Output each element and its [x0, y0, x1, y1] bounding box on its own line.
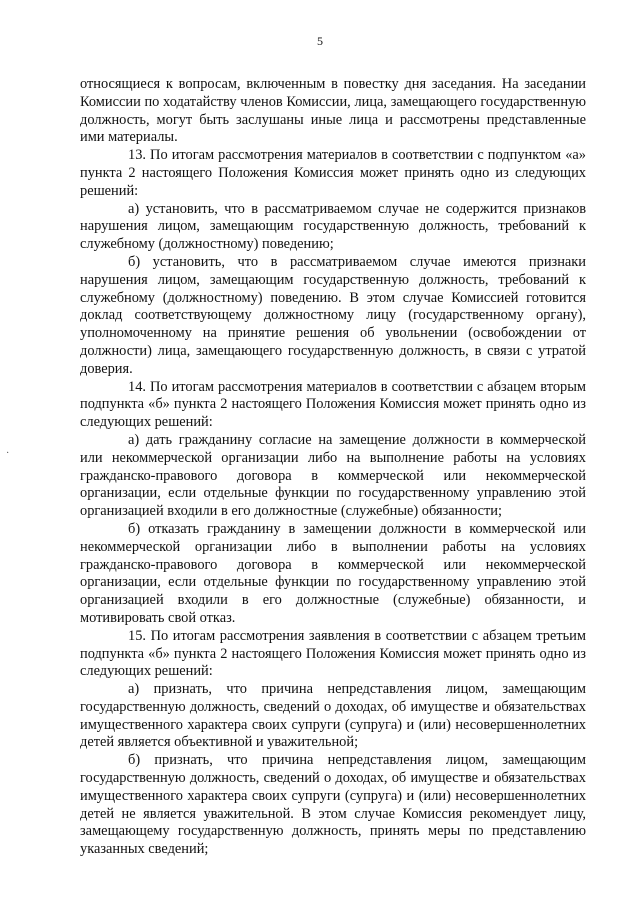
- body-text: [80, 76, 586, 859]
- paragraph-item-15: 15. По итогам рассмотрения заявления в соответствии с абзацем третьим подпункта «б» пункта 2 настоящего Положения Комиссия может принять одно из следующих решений:: [80, 627, 586, 680]
- paragraph-item-15-a: а) признать, что причина непредставления лицом, замещающим государственную должность, сведений о доходах, об имуществе и обязательствах имущественного характера своих супруги (супруга) и (или) несовершеннолетних детей является объективной и уважительной;: [80, 681, 586, 751]
- paragraph-item-14: 14. По итогам рассмотрения материалов в соответствии с абзацем вторым подпункта «б» пункта 2 настоящего Положения Комиссия может принять одно из следующих решений:: [80, 378, 586, 431]
- margin-mark: ·: [6, 448, 10, 459]
- page-number: 5: [317, 34, 323, 48]
- paragraph-item-13: 13. По итогам рассмотрения материалов в соответствии с подпунктом «а» пункта 2 настоящего Положения Комиссия может принять одно из следующих решений:: [80, 147, 586, 199]
- paragraph-item-13-b: б) установить, что в рассматриваемом случае имеются признаки нарушения лицом, замещающим государственную должность, требований к служебному (должностному) поведению. В этом случае Комиссией готовится доклад соответствующему должностному лицу (государственному органу), уполномоченному на принятие решения об увольнении (освобождении от должности) лица, замещающего государственную должность, в связи с утратой доверия.: [80, 253, 586, 377]
- paragraph-continuation: относящиеся к вопросам, включенным в повестку дня заседания. На заседании Комиссии по ходатайству членов Комиссии, лица, замещающего государственную должность, могут быть заслушаны иные лица и рассмотрены представленные ими материалы.: [80, 76, 586, 146]
- paragraph-item-14-b: б) отказать гражданину в замещении должности в коммерческой или некоммерческой организации либо в выполнении работы на условиях гражданско-правового договора в коммерческой или некоммерческой организации, если отдельные функции по государственному управлению этой организацией входили в его должностные (служебные) обязанности, и мотивировать свой отказ.: [80, 520, 586, 626]
- paragraph-item-14-a: а) дать гражданину согласие на замещение должности в коммерческой или некоммерческой организации либо на выполнение работы на условиях гражданско-правового договора в коммерческой или некоммерческой организации, если отдельные функции по государственному управлению этой организацией входили в его должностные (служебные) обязанности;: [80, 431, 586, 520]
- paragraph-item-13-a: а) установить, что в рассматриваемом случае не содержится признаков нарушения лицом, замещающим государственную должность, требований к служебному (должностному) поведению;: [80, 200, 586, 253]
- paragraph-item-15-b: б) признать, что причина непредставления лицом, замещающим государственную должность, сведений о доходах, об имуществе и обязательствах имущественного характера своих супруги (супруга) и (или) несовершеннолетних детей не является уважительной. В этом случае Комиссия рекомендует лицу, замещающему государственную должность, принять меры по представлению указанных сведений;: [80, 752, 586, 858]
